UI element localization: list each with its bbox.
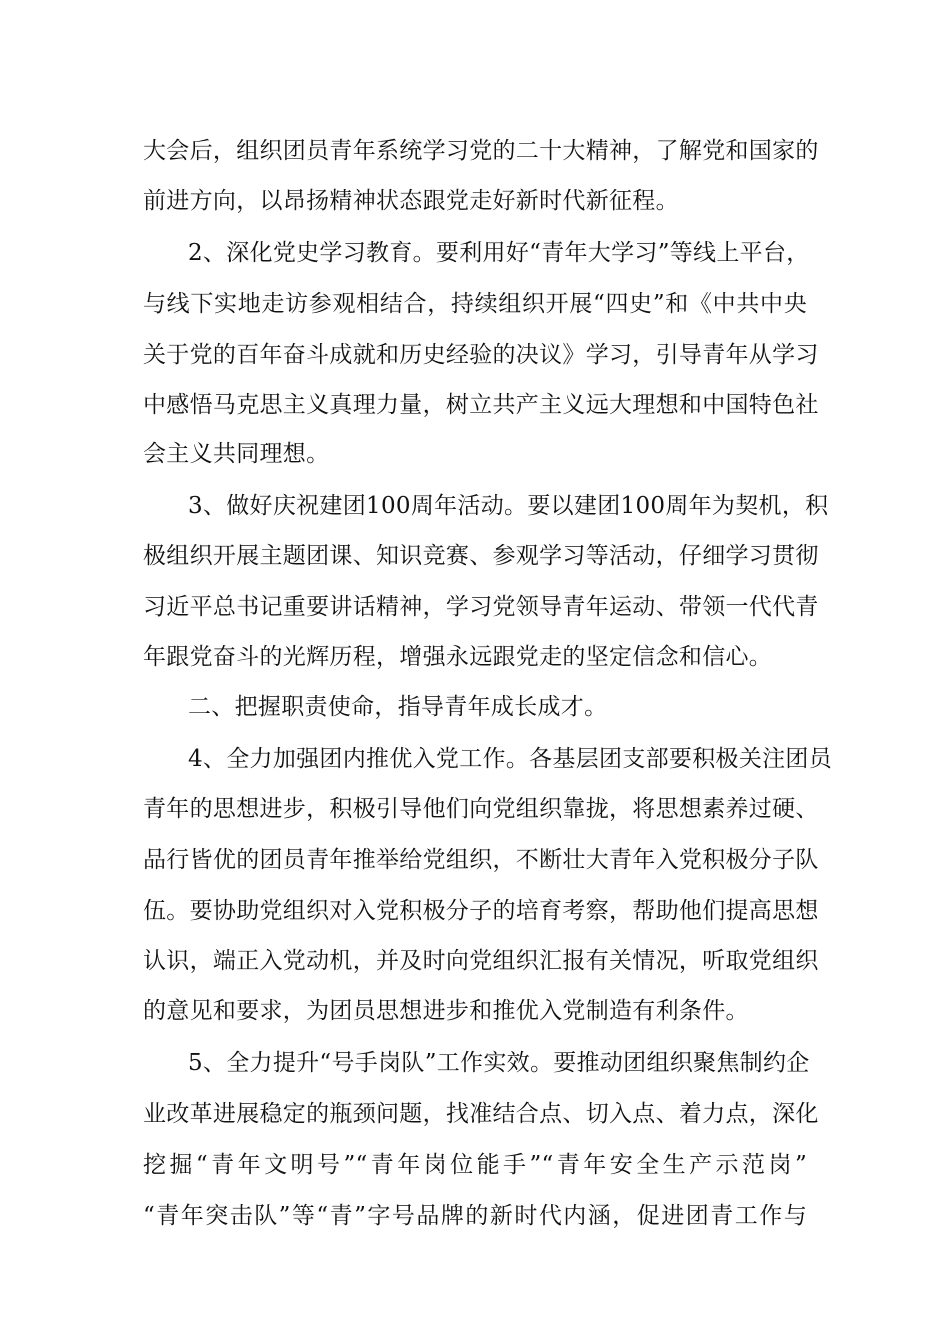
text-line: 年跟党奋斗的光辉历程，增强永远跟党走的坚定信念和信心。 xyxy=(143,644,773,670)
text-line: 3、做好庆祝建团100周年活动。要以建团100周年为契机，积 xyxy=(188,493,829,519)
text-line: 会主义共同理想。 xyxy=(143,441,330,467)
text-line: 4、全力加强团内推优入党工作。各基层团支部要积极关注团员 xyxy=(188,746,833,772)
text-line: 品行皆优的团员青年推举给党组织，不断壮大青年入党积极分子队 xyxy=(143,847,819,873)
text-line: 的意见和要求，为团员思想进步和推优入党制造有利条件。 xyxy=(143,998,749,1024)
text-line: 业改革进展稳定的瓶颈问题，找准结合点、切入点、着力点，深化 xyxy=(143,1101,819,1127)
text-line: 挖掘“青年文明号”“青年岗位能手”“青年安全生产示范岗” xyxy=(143,1152,807,1178)
text-line: 中感悟马克思主义真理力量，树立共产主义远大理想和中国特色社 xyxy=(143,392,819,418)
text-line: 伍。要协助党组织对入党积极分子的培育考察，帮助他们提高思想 xyxy=(143,898,819,924)
text-line: 认识，端正入党动机，并及时向党组织汇报有关情况，听取党组织 xyxy=(143,948,819,974)
text-line: 青年的思想进步，积极引导他们向党组织靠拢，将思想素养过硬、 xyxy=(143,796,819,822)
text-line: 与线下实地走访参观相结合，持续组织开展“四史”和《中共中央 xyxy=(143,291,807,317)
text-line: “青年突击队”等“青”字号品牌的新时代内涵，促进团青工作与 xyxy=(143,1203,807,1229)
text-line: 大会后，组织团员青年系统学习党的二十大精神，了解党和国家的 xyxy=(143,138,819,164)
text-line: 关于党的百年奋斗成就和历史经验的决议》学习，引导青年从学习 xyxy=(143,342,819,368)
text-line: 极组织开展主题团课、知识竞赛、参观学习等活动，仔细学习贯彻 xyxy=(143,543,819,569)
text-line: 习近平总书记重要讲话精神，学习党领导青年运动、带领一代代青 xyxy=(143,594,819,620)
text-line: 前进方向，以昂扬精神状态跟党走好新时代新征程。 xyxy=(143,188,679,214)
section-heading: 二、把握职责使命，指导青年成长成才。 xyxy=(188,694,608,720)
text-line: 5、全力提升“号手岗队”工作实效。要推动团组织聚焦制约企 xyxy=(188,1050,810,1076)
text-line: 2、深化党史学习教育。要利用好“青年大学习”等线上平台， xyxy=(188,240,810,266)
